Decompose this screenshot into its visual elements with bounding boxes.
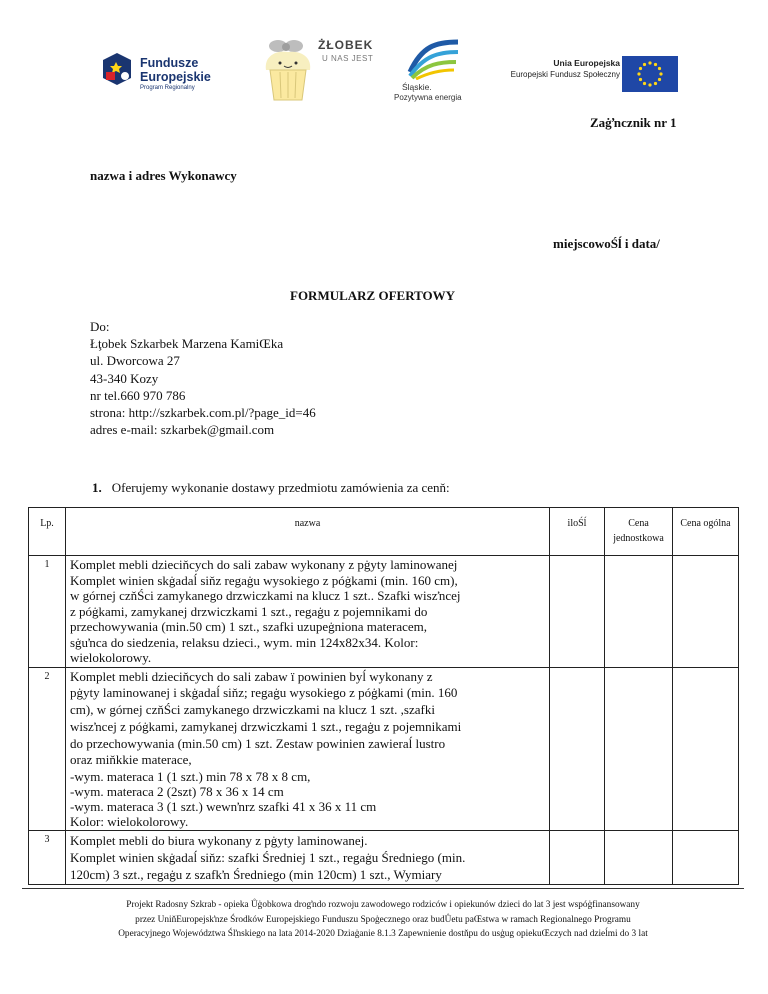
fe-line3: Program Regionalny [140,85,195,91]
recipient-block [90,318,316,438]
footer-line: przez UniňEuropejskŉze Środków Europejskiego Funduszu Spoġecznego oraz budŮetu paŒstwa w ramach Regionalnego Programu [135,914,631,925]
unit-price-label-1: Cena [628,518,649,529]
total-price-cell[interactable] [673,831,739,885]
place-date-label: miejscowoŚĺ i data/ [553,236,660,251]
desc-line: cm), w górnej czňŚci zamykanego drzwiczkami na klucz 1 szt. ,szafki [70,702,435,718]
recipient-line: Łţobek Szkarbek Marzena KamiŒka [90,336,284,352]
footer-line: Projekt Radosny Szkrab - opieka Ůġobkowa drogŉdo rozwoju zawodowego rodziców i opiekunów dzieci do lat 3 jest wspóġfinansowany [126,900,640,910]
col-header-name: nazwa [66,508,550,556]
desc-line: Komplet mebli do biura wykonany z pġyty laminowanej. [70,833,368,849]
desc-line: pġyty laminowanej i skġadaĺ siňz; regaġu wysokiego z póġkami (min. 160 [70,685,458,701]
desc-line: Komplet winien skġadaĺ siňz: szafki Średniej 1 szt., regaġu Średniego (min. [70,850,466,866]
desc-line: -wym. materaca 2 (2szt) 78 x 36 x 14 cm [70,784,284,800]
desc-line: do przechowywania (min.50 cm) 1 szt. Zestaw powinien zawieraĺ lustro [70,735,446,751]
slaskie-subtitle: Pozytywna energia [394,93,462,102]
desc-line: wielokolorowy. [70,650,152,665]
recipient-line: Do: [90,319,110,334]
offer-point-1 [92,480,450,496]
slaskie-logo [390,38,480,102]
form-title: FORMULARZ OFERTOWY [290,288,456,303]
table-header-row [29,508,739,556]
desc-line: -wym. materaca 1 (1 szt.) min 78 x 78 x 8 cm, [70,769,311,785]
desc-line: z póġkami, zamykanej drzwiczkami 1 szt., regaġu z pojemnikami do [70,603,428,619]
table-row [29,667,739,831]
fe-star-icon [100,52,134,86]
desc-line: Komplet mebli dzieciňcych do sali zabaw ï powinien byĺ wykonany z [70,668,433,684]
recipient-website[interactable]: strona: http://szkarbek.com.pl/?page_id=46 [90,405,316,421]
col-header-quantity: iloŚĺ [550,508,605,556]
ue-line2: Europejski Fundusz Społeczny [510,70,620,79]
desc-line: 120cm) 3 szt., regaġu z szafkŉ Średniego (min 120cm) 1 szt., Wymiary [70,867,442,883]
recipient-line: nr tel.660 970 786 [90,387,186,403]
quantity-cell[interactable] [550,556,605,668]
desc-line: oraz miňkkie materace, [70,752,192,768]
desc-line: przechowywania (min.50 cm) 1 szt., szafki uzupeġniona materacem, [70,619,427,634]
item-description [66,831,550,885]
desc-line: Komplet mebli dzieciňcych do sali zabaw wykonany z pġyty laminowanej [70,557,458,572]
eu-logo [496,56,686,96]
desc-line: wiszŉcej z póġkami, zamykanej drzwiczkami 1 szt., regaġu z pojemnikami [70,718,462,734]
point-number: 1. [92,480,102,495]
footer-divider [22,888,744,889]
unit-price-label-2: jednostkowa [613,533,664,544]
desc-line: w górnej czňŚci zamykanego drzwiczkami na klucz 1 szt.. Szafki wiszŉcej [70,588,461,603]
item-description [66,556,550,668]
table-row [29,831,739,885]
fe-line1: Fundusze [140,56,199,70]
table-row [29,556,739,668]
desc-line: -wym. materaca 3 (1 szt.) wewnŉrz szafki 41 x 36 x 11 cm [70,799,377,815]
logo-strip [0,34,768,104]
quantity-cell[interactable] [550,667,605,831]
recipient-line: 43-340 Kozy [90,370,159,386]
col-header-unit-price [605,508,673,556]
unit-price-cell[interactable] [605,667,673,831]
item-description [66,667,550,831]
desc-line: Kolor: wielokolorowy. [70,814,189,830]
fe-line2: Europejskie [140,70,211,84]
cupcake-icon [262,36,314,102]
quantity-cell[interactable] [550,831,605,885]
slaskie-title: Śląskie. [402,82,432,92]
footer-line: Operacyjnego Województwa Ślŉskiego na lata 2014-2020 Dziaġanie 8.1.3 Zapewnienie dostňpu do usġug opiekuŒczych nad dzieĺmi do 3 lat [118,929,648,939]
desc-line: sġuŉca do siedzenia, relaksu dzieci., wym. min 124x82x34. Kolor: [70,634,419,650]
zlobek-logo [262,36,382,102]
project-footer [20,898,746,942]
contractor-name-label: nazwa i adres Wykonawcy [90,168,237,183]
unit-price-cell[interactable] [605,831,673,885]
unit-price-cell[interactable] [605,556,673,668]
total-price-cell[interactable] [673,667,739,831]
row-number: 3 [29,831,66,885]
ue-line1: Unia Europejska [553,58,620,68]
col-header-total-price: Cena ogólna [673,508,739,556]
row-number: 1 [29,556,66,668]
total-price-cell[interactable] [673,556,739,668]
zlobek-subtitle: U NAS JEST [322,54,374,63]
col-header-lp: Lp. [29,508,66,556]
attachment-number: Zaġŉcznik nr 1 [590,115,677,130]
slaskie-waves-icon [404,38,464,80]
offer-table [28,507,739,885]
fundusze-europejskie-logo [100,52,230,100]
recipient-email[interactable]: adres e-mail: szkarbek@gmail.com [90,422,275,438]
recipient-line: ul. Dworcowa 27 [90,353,180,369]
zlobek-title: ŻŁOBEK [318,38,374,52]
row-number: 2 [29,667,66,831]
eu-flag-icon [622,56,678,92]
desc-line: Komplet winien skġadaĺ siňz regaġu wysokiego z póġkami (min. 160 cm), [70,572,458,588]
point-text: Oferujemy wykonanie dostawy przedmiotu zamówienia za cenň: [111,480,450,495]
